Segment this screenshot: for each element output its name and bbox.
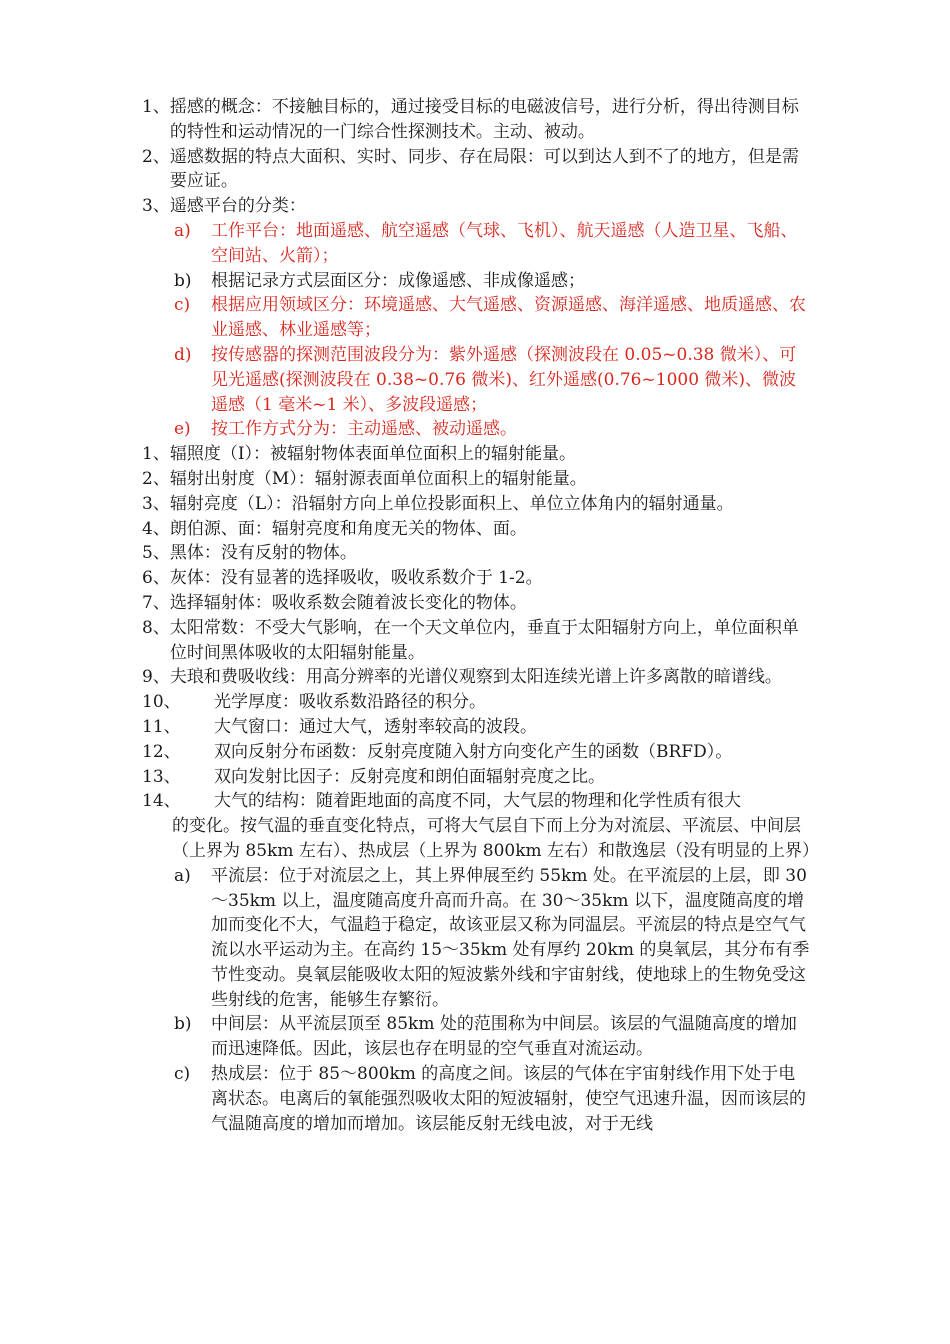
platform-item [174, 219, 812, 269]
sub-text: 热成层：位于 85～800km 的高度之间。该层的气体在宇宙射线作用下处于电离状态。电离后的氧能强烈吸收太阳的短波辐射，使空气迅速升温，因而该层的气温随高度的增加而增加。该层能反射无线电波，对于无线 [211, 1064, 806, 1134]
term-item [142, 591, 812, 616]
item-number: 5、 [142, 543, 170, 564]
item-number: 1、 [142, 444, 170, 465]
sub-text: 按传感器的探测范围波段分为：紫外遥感（探测波段在 0.05~0.38 微米）、可见光遥感(探测波段在 0.38~0.76 微米)、红外遥感(0.76~1000 微米)、微波遥感（1 毫米~1 米）、多波段遥感； [211, 344, 797, 415]
item-number: 12、 [142, 741, 181, 762]
term-item [142, 690, 812, 715]
item-number: 14、 [142, 791, 181, 812]
item-number: 7、 [142, 592, 170, 613]
item-number: 2、 [142, 146, 170, 167]
item-number: 10、 [142, 692, 181, 713]
sub-text: 根据应用领域区分：环境遥感、大气遥感、资源遥感、海洋遥感、地质遥感、农业遥感、林业遥感等； [211, 295, 806, 341]
item-text: 大气窗口：通过大气，透射率较高的波段。 [214, 716, 537, 737]
platform-item [174, 417, 812, 442]
document-content [142, 95, 820, 1136]
term-item [142, 492, 812, 517]
platform-item [174, 269, 812, 294]
layer-item [174, 1012, 812, 1062]
term-item [142, 665, 812, 690]
item-number: 2、 [142, 468, 170, 489]
atmosphere-paragraph [172, 814, 820, 864]
item-text: 遥感数据的特点大面积、实时、同步、存在局限：可以到达人到不了的地方，但是需要应证。 [169, 146, 799, 192]
sub-text: 按工作方式分为：主动遥感、被动遥感。 [211, 419, 517, 440]
term-item [142, 715, 812, 740]
list-item [142, 194, 812, 219]
sub-text: 平流层：位于对流层之上，其上界伸展至约 55km 处。在平流层的上层，即 30～35km 以上，温度随高度升高而升高。在 30～35km 以下，温度随高度的增加而变化不大，气温趋于稳定，故该亚层又称为同温层。平流层的特点是空气气流以水平运动为主。在高约 15～35km 处有厚约 20km 的臭氧层，其分布有季节性变动。臭氧层能吸收太阳的短波紫外线和宇宙射线，使地球上的生物免受这些射线的危害，能够生存繁衍。 [211, 865, 810, 1010]
item-text: 辐射出射度（M）：辐射源表面单位面积上的辐射能量。 [169, 468, 587, 489]
item-text: 黑体：没有反射的物体。 [169, 543, 357, 564]
sub-number: a) [174, 865, 191, 886]
sub-number: c) [174, 295, 191, 316]
atmosphere-heading [142, 789, 812, 814]
term-item [142, 616, 812, 666]
sub-number: b) [174, 270, 192, 291]
item-number: 3、 [142, 493, 170, 514]
item-text: 太阳常数：不受大气影响，在一个天文单位内，垂直于太阳辐射方向上，单位面积单位时间黑体吸收的太阳辐射能量。 [169, 617, 799, 663]
sub-number: d) [174, 344, 192, 365]
item-number: 8、 [142, 617, 170, 638]
term-item [142, 517, 812, 542]
sub-text: 中间层：从平流层顶至 85km 处的范围称为中间层。该层的气温随高度的增加而迅速降低。因此，该层也存在明显的空气垂直对流运动。 [211, 1014, 797, 1060]
term-item [142, 541, 812, 566]
term-item [142, 442, 812, 467]
list-item [142, 145, 812, 195]
item-number: 9、 [142, 667, 170, 688]
item-text: 大气的结构：随着距地面的高度不同，大气层的物理和化学性质有很大 [214, 791, 741, 812]
term-item [142, 740, 812, 765]
item-text: 朗伯源、面：辐射亮度和角度无关的物体、面。 [169, 518, 527, 539]
item-number: 13、 [142, 766, 181, 787]
item-number: 6、 [142, 568, 170, 589]
term-item [142, 467, 812, 492]
sub-number: b) [174, 1014, 192, 1035]
item-text: 双向发射比因子：反射亮度和朗伯面辐射亮度之比。 [214, 766, 605, 787]
sub-number: e) [174, 419, 191, 440]
platform-item [174, 343, 812, 417]
item-text: 灰体：没有显著的选择吸收，吸收系数介于 1-2。 [169, 568, 543, 589]
item-number: 1、 [142, 97, 170, 117]
sub-number: a) [174, 220, 191, 241]
item-text: 的变化。按气温的垂直变化特点，可将大气层自下而上分为对流层、平流层、中间层（上界为 85km 左右）、热成层（上界为 800km 左右）和散逸层（没有明显的上界） [172, 816, 820, 861]
item-text: 辐射亮度（L）：沿辐射方向上单位投影面积上、单位立体角内的辐射通量。 [169, 493, 734, 514]
item-number: 11、 [142, 716, 181, 737]
layer-item [174, 864, 812, 1013]
item-text: 遥感平台的分类： [169, 196, 306, 217]
term-item [142, 566, 812, 591]
platform-item [174, 293, 812, 343]
item-text: 辐照度（I）：被辐射物体表面单位面积上的辐射能量。 [169, 444, 577, 465]
item-text: 光学厚度：吸收系数沿路径的积分。 [214, 692, 486, 713]
item-text: 选择辐射体：吸收系数会随着波长变化的物体。 [169, 592, 527, 613]
item-number: 3、 [142, 196, 170, 217]
layer-item [174, 1062, 812, 1136]
item-text: 摇感的概念：不接触目标的，通过接受目标的电磁波信号，进行分析，得出待测目标的特性和运动情况的一门综合性探测技术。主动、被动。 [169, 97, 799, 142]
item-number: 4、 [142, 518, 170, 539]
sub-number: c) [174, 1064, 191, 1085]
sub-text: 根据记录方式层面区分：成像遥感、非成像遥感； [211, 270, 585, 291]
term-item [142, 765, 812, 790]
sub-text: 工作平台：地面遥感、航空遥感（气球、飞机）、航天遥感（人造卫星、飞船、空间站、火箭）； [211, 220, 798, 266]
item-text: 夫琅和费吸收线：用高分辨率的光谱仪观察到太阳连续光谱上许多离散的暗谱线。 [169, 667, 782, 688]
list-item [142, 95, 812, 145]
item-text: 双向反射分布函数：反射亮度随入射方向变化产生的函数（BRFD）。 [214, 741, 733, 762]
